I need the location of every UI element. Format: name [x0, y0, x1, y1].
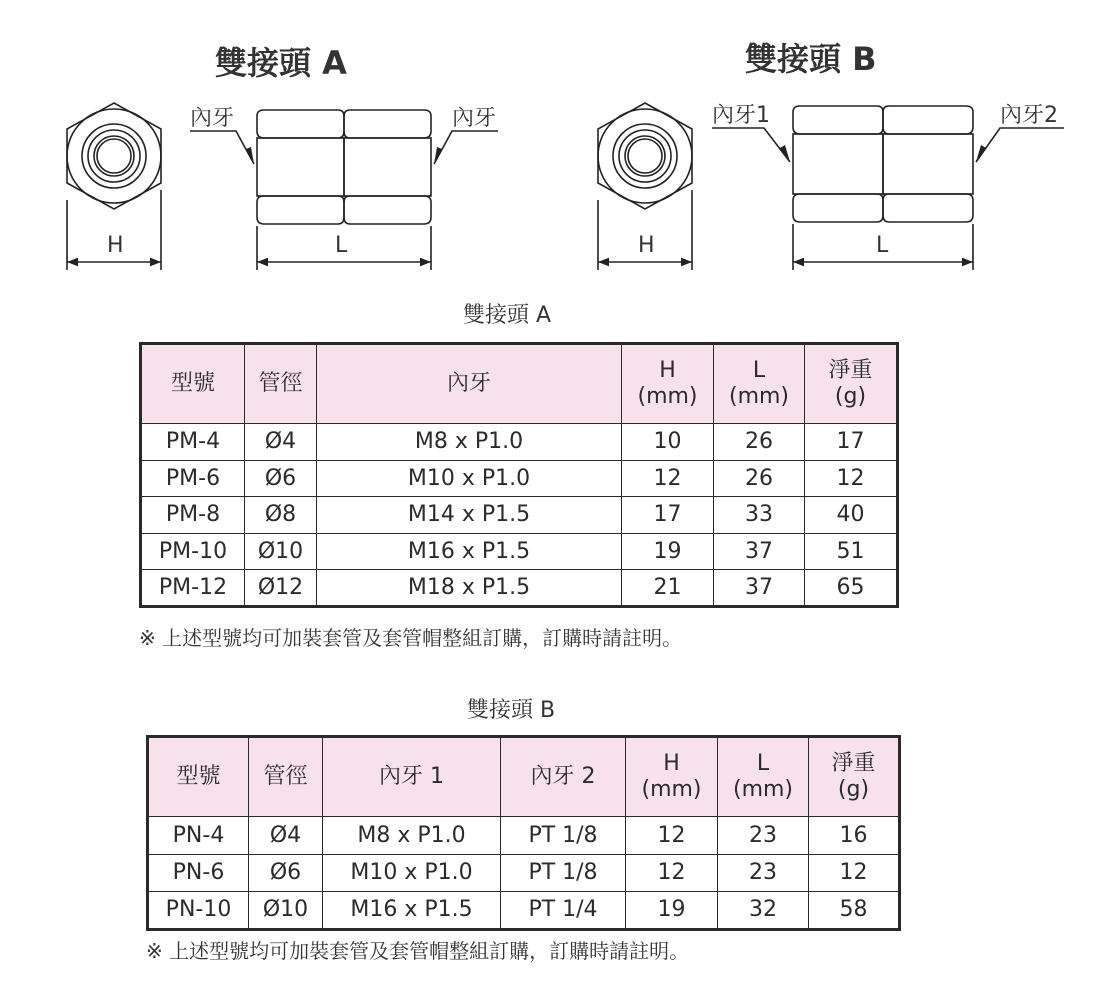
- table-a-note: ※ 上述型號均可加裝套管及套管帽整組訂購，訂購時請註明。: [139, 626, 683, 650]
- cell-l: 26: [714, 424, 805, 461]
- cell-h: 21: [622, 570, 714, 607]
- table-a-header-h: H (mm): [622, 344, 714, 424]
- table-b-header-weight: 淨重 (g): [809, 737, 900, 817]
- table-a-header-pipe: 管徑: [245, 344, 317, 424]
- cell-thread2: PT 1/8: [501, 854, 626, 892]
- cell-weight: 58: [809, 892, 900, 930]
- cell-pipe: Ø6: [249, 854, 323, 892]
- cell-model: PM-6: [141, 460, 245, 497]
- table-row: [141, 424, 898, 461]
- cell-thread: M16 x P1.5: [317, 533, 622, 570]
- table-b-header-l: L (mm): [718, 737, 809, 817]
- drawing-b-label-right: 內牙2: [1000, 103, 1058, 128]
- cell-h: 19: [622, 533, 714, 570]
- table-a-header-thread: 內牙: [317, 344, 622, 424]
- table-a-header-row: [141, 344, 898, 424]
- table-row: [141, 570, 898, 607]
- drawing-b-title: 雙接頭 B: [745, 40, 877, 78]
- cell-l: 37: [714, 533, 805, 570]
- cell-pipe: Ø4: [249, 817, 323, 855]
- cell-model: PN-4: [148, 817, 249, 855]
- cell-model: PM-4: [141, 424, 245, 461]
- cell-l: 26: [714, 460, 805, 497]
- cell-l: 32: [718, 892, 809, 930]
- drawing-a-dim-h: H: [107, 233, 124, 258]
- table-b-header-thread2: 內牙 2: [501, 737, 626, 817]
- cell-pipe: Ø8: [245, 497, 317, 534]
- drawing-b-dim-h: H: [638, 233, 655, 258]
- cell-pipe: Ø12: [245, 570, 317, 607]
- drawing-a: [67, 103, 498, 270]
- cell-weight: 65: [805, 570, 898, 607]
- table-a-header-l: L (mm): [714, 344, 805, 424]
- cell-weight: 51: [805, 533, 898, 570]
- table-b-header-h: H (mm): [626, 737, 718, 817]
- table-b-header-thread1: 內牙 1: [323, 737, 501, 817]
- cell-model: PM-8: [141, 497, 245, 534]
- table-row: [141, 533, 898, 570]
- table-b-header-model: 型號: [148, 737, 249, 817]
- cell-weight: 17: [805, 424, 898, 461]
- table-row: [148, 854, 900, 892]
- cell-weight: 40: [805, 497, 898, 534]
- table-row: [148, 817, 900, 855]
- cell-thread2: PT 1/8: [501, 817, 626, 855]
- cell-h: 12: [626, 817, 718, 855]
- table-b: [146, 735, 901, 931]
- cell-h: 12: [626, 854, 718, 892]
- cell-thread: M8 x P1.0: [317, 424, 622, 461]
- cell-weight: 12: [805, 460, 898, 497]
- cell-l: 33: [714, 497, 805, 534]
- table-a: [139, 342, 899, 608]
- table-row: [148, 892, 900, 930]
- cell-h: 17: [622, 497, 714, 534]
- cell-l: 23: [718, 854, 809, 892]
- table-b-header-row: [148, 737, 900, 817]
- cell-thread1: M8 x P1.0: [323, 817, 501, 855]
- drawing-b-label-left: 內牙1: [712, 103, 770, 128]
- cell-l: 37: [714, 570, 805, 607]
- drawing-b-dim-l: L: [876, 233, 889, 258]
- cell-thread2: PT 1/4: [501, 892, 626, 930]
- table-b-header-pipe: 管徑: [249, 737, 323, 817]
- cell-thread: M18 x P1.5: [317, 570, 622, 607]
- cell-pipe: Ø10: [245, 533, 317, 570]
- drawing-b: [598, 103, 1064, 270]
- cell-pipe: Ø6: [245, 460, 317, 497]
- cell-thread: M10 x P1.0: [317, 460, 622, 497]
- cell-weight: 12: [809, 854, 900, 892]
- drawing-a-dim-l: L: [335, 233, 348, 258]
- cell-thread: M14 x P1.5: [317, 497, 622, 534]
- cell-model: PM-12: [141, 570, 245, 607]
- cell-pipe: Ø4: [245, 424, 317, 461]
- cell-h: 12: [622, 460, 714, 497]
- table-a-header-model: 型號: [141, 344, 245, 424]
- cell-model: PN-6: [148, 854, 249, 892]
- table-b-note: ※ 上述型號均可加裝套管及套管帽整組訂購，訂購時請註明。: [146, 939, 690, 963]
- table-a-caption: 雙接頭 A: [463, 303, 552, 328]
- drawing-a-title: 雙接頭 A: [215, 44, 347, 82]
- cell-pipe: Ø10: [249, 892, 323, 930]
- drawing-a-label-left: 內牙: [190, 106, 235, 131]
- cell-thread1: M10 x P1.0: [323, 854, 501, 892]
- cell-h: 10: [622, 424, 714, 461]
- technical-drawings: [0, 0, 1114, 290]
- cell-weight: 16: [809, 817, 900, 855]
- table-row: [141, 497, 898, 534]
- cell-thread1: M16 x P1.5: [323, 892, 501, 930]
- cell-l: 23: [718, 817, 809, 855]
- table-row: [141, 460, 898, 497]
- cell-h: 19: [626, 892, 718, 930]
- table-b-caption: 雙接頭 B: [467, 698, 556, 723]
- cell-model: PM-10: [141, 533, 245, 570]
- cell-model: PN-10: [148, 892, 249, 930]
- table-a-header-weight: 淨重 (g): [805, 344, 898, 424]
- drawing-a-label-right: 內牙: [452, 106, 497, 131]
